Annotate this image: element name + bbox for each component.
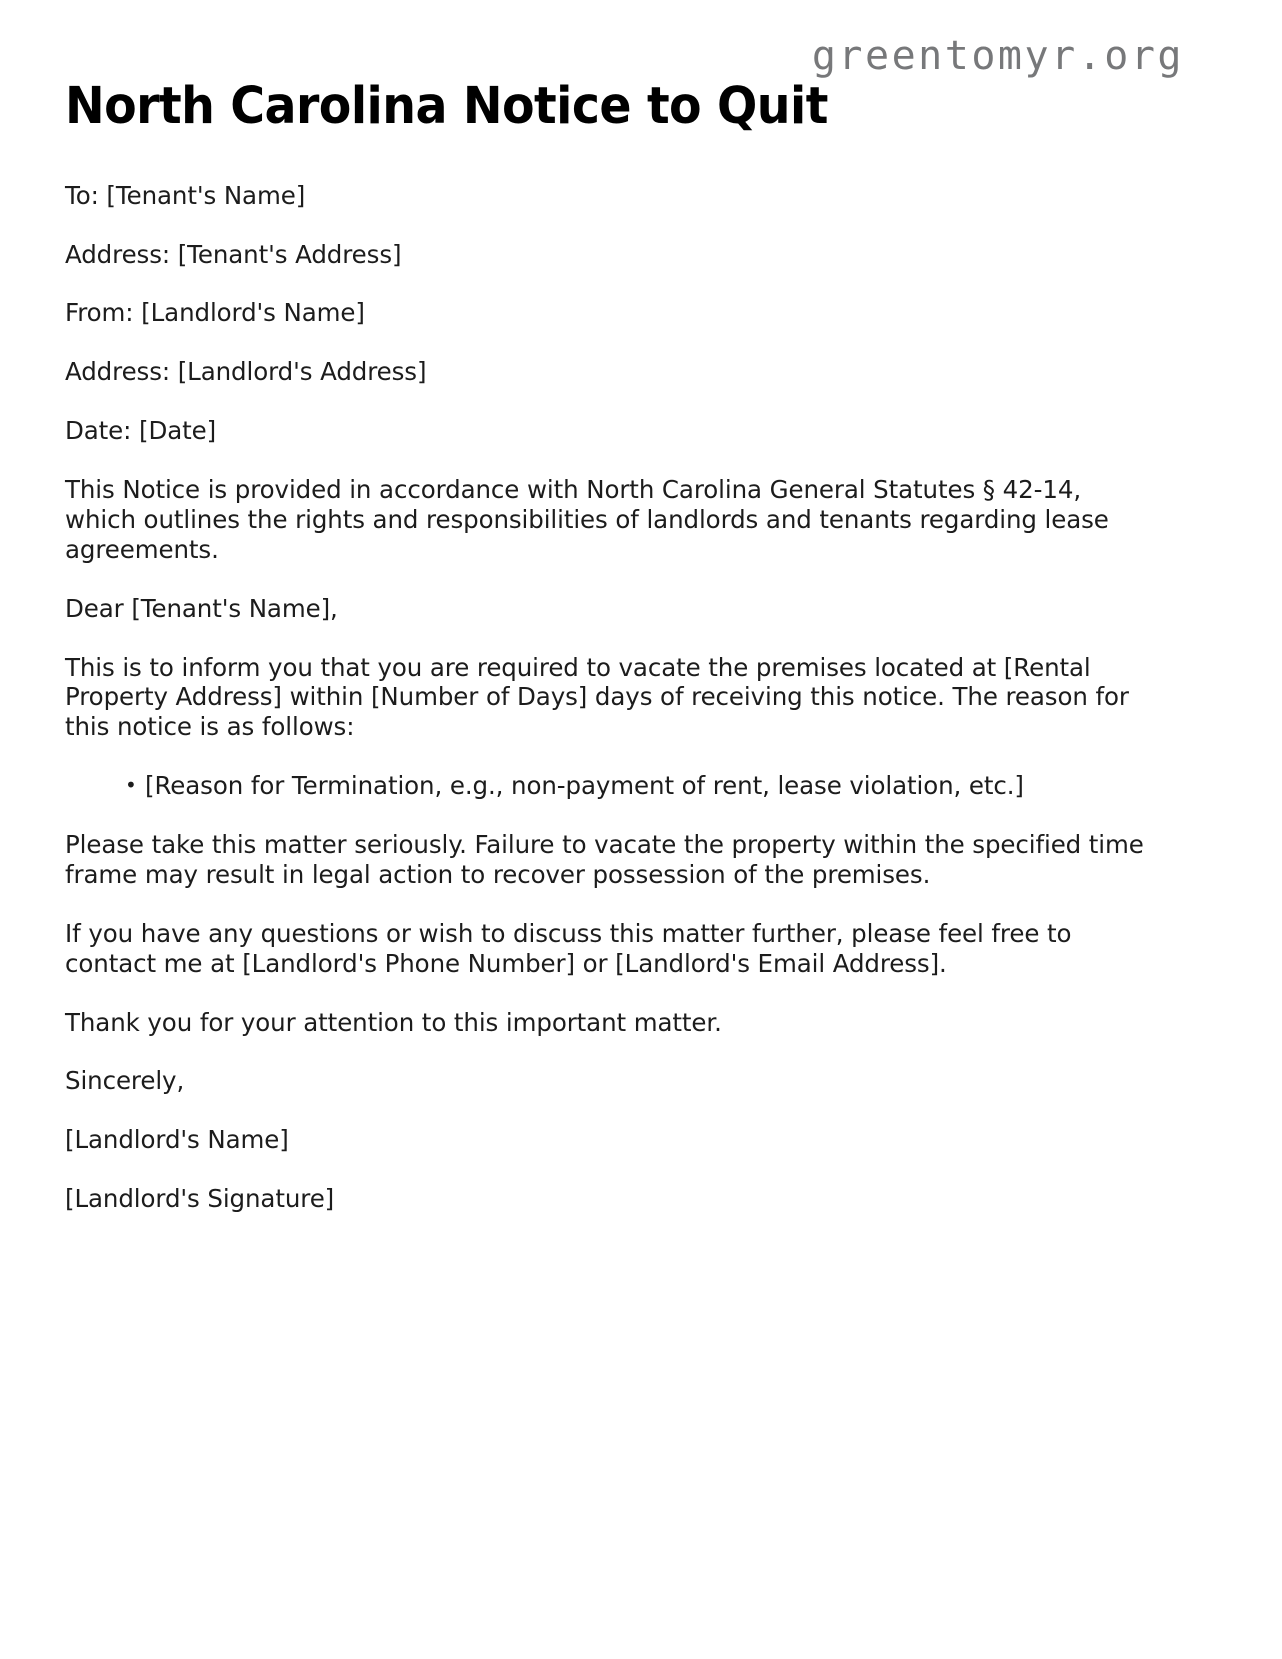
field-landlord-address: Address: [Landlord's Address]: [65, 357, 427, 387]
field-date: Date: [Date]: [65, 416, 217, 446]
closing-landlord-signature: [Landlord's Signature]: [65, 1184, 335, 1214]
paragraph-warning: Please take this matter seriously. Failure to vacate the property within the specified time frame may result in legal action to recover possession of the premises.: [65, 830, 1144, 889]
list-item: • [Reason for Termination, e.g., non-payment of rent, lease violation, etc.]: [125, 771, 1155, 801]
paragraph-thanks: Thank you for your attention to this important matter.: [65, 1007, 722, 1037]
closing-sincerely: Sincerely,: [65, 1066, 185, 1096]
field-to: To: [Tenant's Name]: [65, 180, 306, 210]
closing-landlord-name: [Landlord's Name]: [65, 1125, 289, 1155]
document-body: [65, 78, 1155, 1243]
paragraph-statute-reference: This Notice is provided in accordance with North Carolina General Statutes § 42-14, which outlines the rights and responsibilities of landlords and tenants regarding lease agreements.: [65, 475, 1109, 564]
paragraph-vacate-notice: This is to inform you that you are required to vacate the premises located at [Rental Property Address] within [Number of Days] days of receiving this notice. The reason for this notice is as follows:: [65, 652, 1129, 742]
paragraph-salutation: Dear [Tenant's Name],: [65, 593, 338, 623]
site-watermark: greentomyr.org: [811, 33, 1184, 79]
field-from: From: [Landlord's Name]: [65, 298, 365, 328]
page-title: North Carolina Notice to Quit: [65, 77, 828, 136]
field-tenant-address: Address: [Tenant's Address]: [65, 239, 402, 269]
paragraph-contact: If you have any questions or wish to discuss this matter further, please feel free to contact me at [Landlord's Phone Number] or [Landlord's Email Address].: [65, 918, 1072, 978]
termination-reason-list: [65, 771, 1155, 801]
